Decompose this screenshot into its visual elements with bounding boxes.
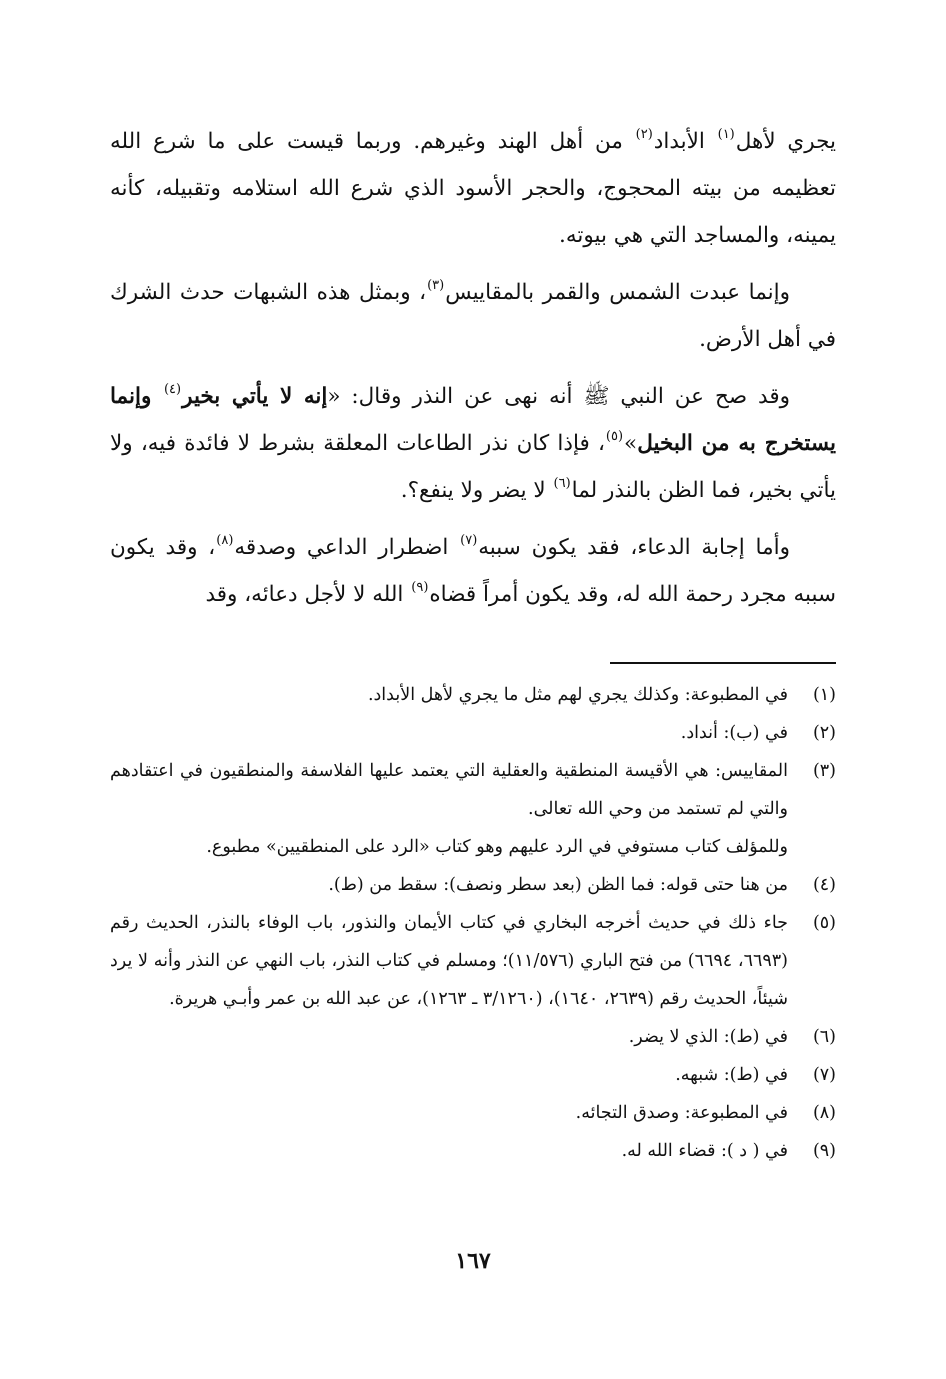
page-number: ١٦٧ [455,1248,491,1274]
paragraph-2 [110,269,836,363]
footnote-text: وللمؤلف كتاب مستوفي في الرد عليهم وهو كتاب «الرد على المنطقيين» مطبوع. [206,837,788,857]
footnote-3-continued [110,828,836,866]
footnote-ref-9[interactable]: (٩) [411,580,429,595]
footnote-number: (٤) [812,875,836,895]
footnote-divider [610,662,836,664]
text-run: لا يضر ولا ينفع؟. [400,478,553,503]
footnote-number: (١) [812,685,836,705]
text-run: الله لا لأجل دعائه، وقد [205,582,411,607]
text-run: الأبداد [653,129,717,154]
footnote-ref-1[interactable]: (١) [717,127,735,142]
footnote-7 [110,1056,836,1094]
footnote-ref-2[interactable]: (٢) [635,127,653,142]
text-run: ، فإذا كان نذر الطاعات المعلقة بشرط لا فائدة فيه، ولا يأتي بخير، فما الظن بالنذر لما [110,431,836,503]
hadith-quote: إنه لا يأتي بخير [182,384,328,409]
text-run: وأما إجابة الدعاء، فقد يكون سببه [478,535,790,560]
text-run: من أهل الهند وغيرهم. وربما قيست على ما شرع الله تعظيمه من بيته المحجوج، والحجر الأسود الذي شرع الله استلامه وتقبيله، كأنه يمينه، والمساجد التي هي بيوته. [110,129,836,248]
text-run: ، وقد يكون سببه مجرد رحمة الله له، وقد يكون أمراً قضاه [110,535,836,607]
footnote-8 [110,1094,836,1132]
footnote-text: في المطبوعة: وصدق التجائه. [575,1103,788,1123]
footnote-ref-8[interactable]: (٨) [216,533,234,548]
main-text [110,118,836,628]
hadith-quote: وإنما يستخرج به من البخيل [110,384,836,456]
footnote-ref-3[interactable]: (٣) [427,278,445,293]
paragraph-1 [110,118,836,259]
footnote-number: (٣) [812,761,836,781]
paragraph-3 [110,373,836,514]
footnote-ref-7[interactable]: (٧) [460,533,478,548]
footnote-number: (٢) [812,723,836,743]
footnote-2 [110,714,836,752]
footnote-text: في (ب): أنداد. [680,723,788,743]
footnote-ref-6[interactable]: (٦) [553,476,571,491]
footnote-number: (٧) [812,1065,836,1085]
footnote-number: (٦) [812,1027,836,1047]
footnote-number: (٩) [812,1141,836,1161]
footnote-6 [110,1018,836,1056]
footnote-text: في ( د ): قضاء الله له. [621,1141,788,1161]
footnote-number [788,828,836,866]
text-run: » [624,431,638,456]
text-run: يجري لأهل [735,129,836,154]
footnote-ref-4[interactable]: (٤) [163,382,182,397]
footnotes [110,676,836,1170]
text-run: اضطرار الداعي وصدقه [234,535,460,560]
footnote-3 [110,752,836,828]
footnote-5 [110,904,836,1018]
footnote-number: (٥) [812,913,836,933]
footnote-text: في المطبوعة: وكذلك يجري لهم مثل ما يجري لأهل الأبداد. [367,685,788,705]
footnote-text: المقاييس: هي الأقيسة المنطقية والعقلية التي يعتمد عليها الفلاسفة والمنطقيون في اعتقادهم والتي لم تستمد من وحي الله تعالى. [110,761,788,819]
text-run: وقد صح عن النبي ﷺ أنه نهى عن النذر وقال: « [327,384,790,409]
footnote-text: في (ط): الذي لا يضر. [628,1027,788,1047]
footnote-1 [110,676,836,714]
paragraph-4 [110,524,836,618]
text-run: وإنما عبدت الشمس والقمر بالمقاييس [445,280,790,305]
footnote-text: في (ط): شبهه. [675,1065,788,1085]
text-run: ، وبمثل هذه الشبهات حدث الشرك في أهل الأرض. [110,280,836,352]
footnote-4 [110,866,836,904]
footnote-text: من هنا حتى قوله: فما الظن (بعد سطر ونصف): سقط من (ط). [328,875,788,895]
footnote-ref-5[interactable]: (٥) [605,429,624,444]
footnote-text: جاء ذلك في حديث أخرجه البخاري في كتاب الأيمان والنذور، باب الوفاء بالنذر، الحديث رقم (٦٦٩٣، ٦٦٩٤) من فتح الباري (١١/٥٧٦)؛ ومسلم في كتاب النذر، باب النهي عن النذر وأنه لا يرد شيئاً، الحديث رقم (٢٦٣٩، ١٦٤٠)، (٣/١٢٦٠ ـ ١٢٦٣)، عن عبد الله بن عمر وأبـي هريرة. [110,913,788,1009]
footnote-number: (٨) [812,1103,836,1123]
footnote-9 [110,1132,836,1170]
